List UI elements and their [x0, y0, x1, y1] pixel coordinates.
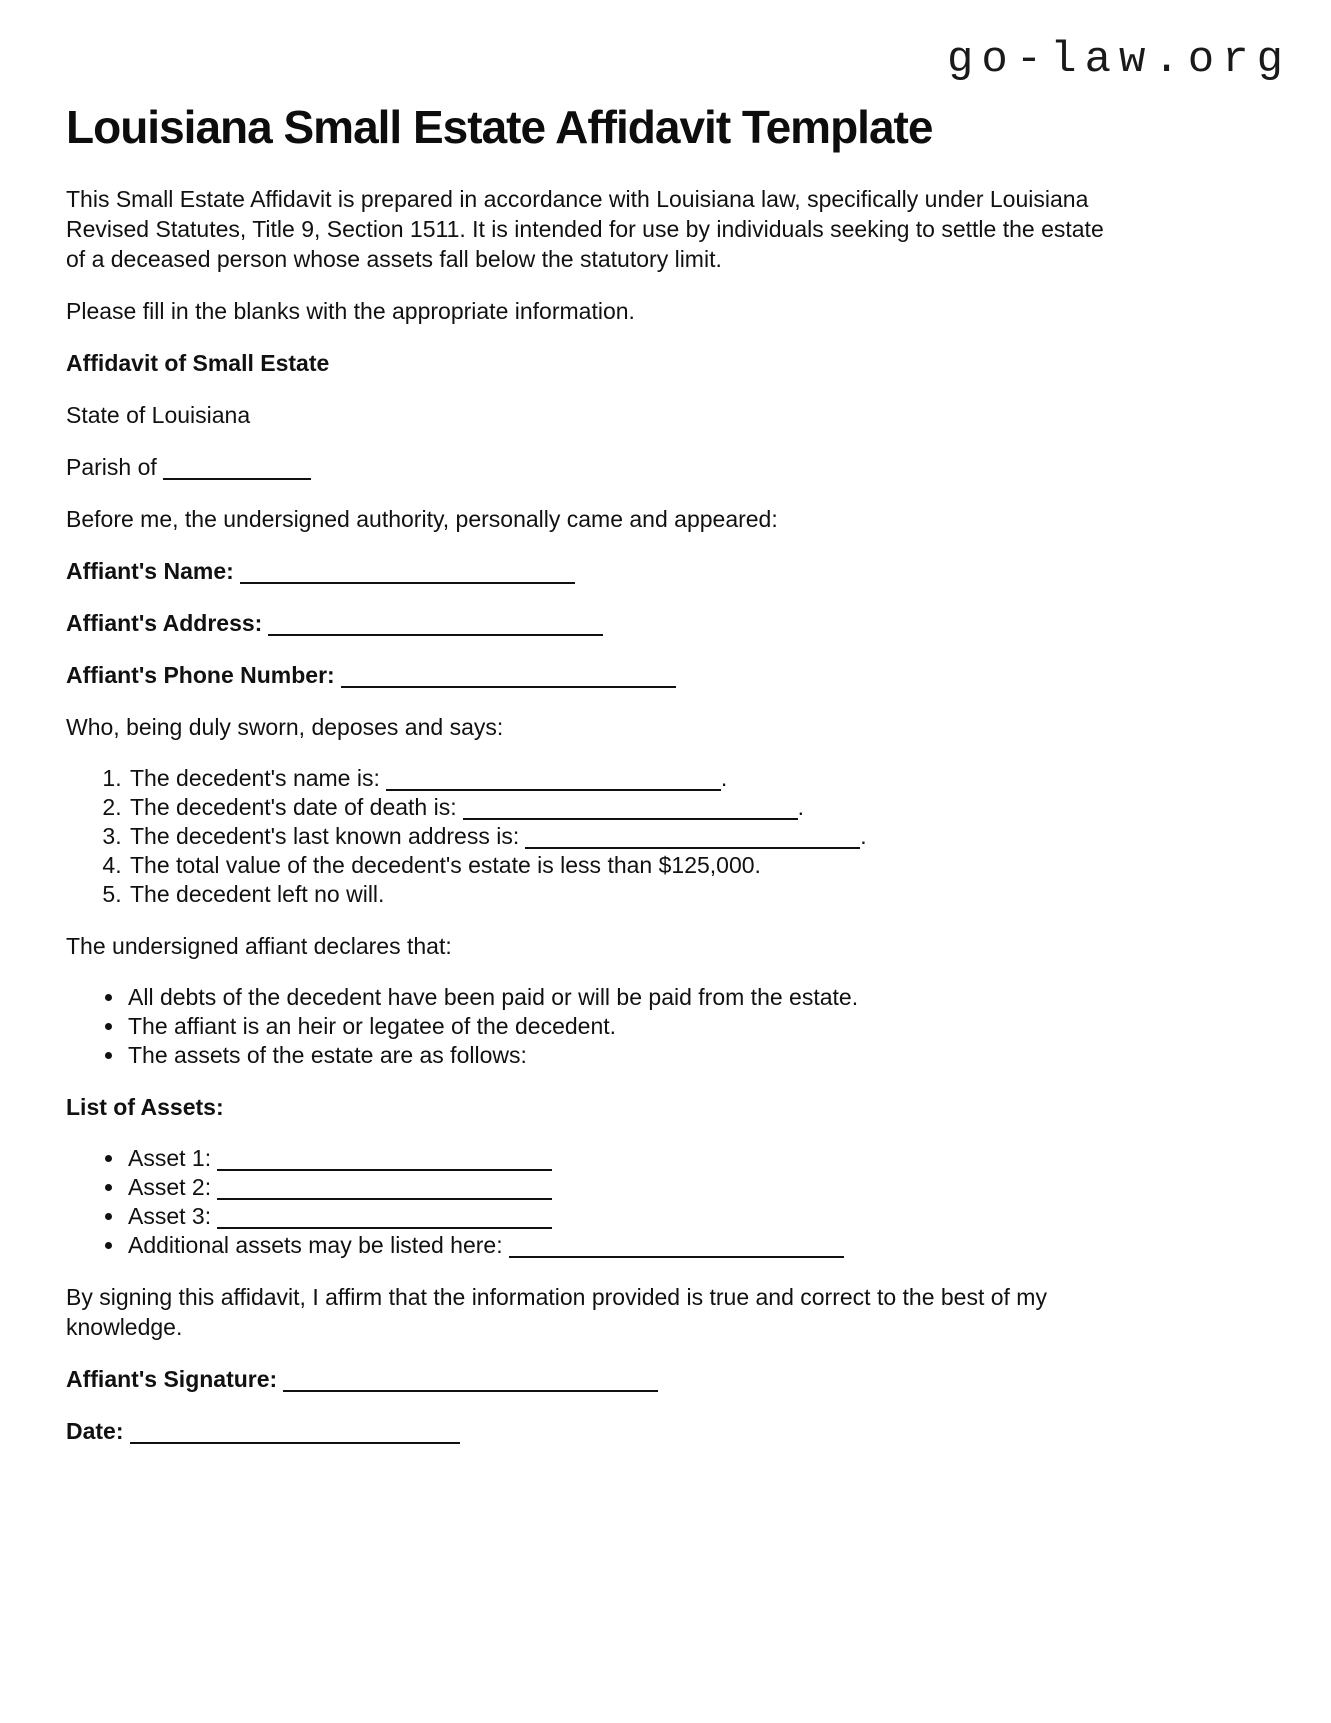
asset-item-2 — [126, 1173, 1176, 1202]
declare-line: The undersigned affiant declares that: — [66, 933, 452, 959]
sworn-item-2-label: The decedent's date of death is: — [130, 794, 457, 820]
signature-line — [66, 1364, 1116, 1394]
before-line: Before me, the undersigned authority, personally came and appeared: — [66, 506, 778, 532]
asset-1-label: Asset 1: — [128, 1145, 212, 1171]
sworn-item-1 — [128, 764, 1178, 793]
decedent-death-date-blank — [463, 796, 798, 820]
closing-paragraph: By signing this affidavit, I affirm that the information provided is true and correct to the best of my knowledge. — [66, 1284, 1047, 1340]
site-logo: go-law.org — [946, 35, 1291, 85]
declaration-item-2: • The affiant is an heir or legatee of the decedent. — [126, 1012, 1176, 1041]
signature-blank — [283, 1368, 658, 1392]
sworn-item-4: 4. The total value of the decedent's estate is less than $125,000. — [128, 851, 1178, 880]
affiant-phone-line — [66, 660, 1116, 690]
sworn-item-2-suffix: . — [797, 794, 805, 820]
sworn-item-3-suffix: . — [860, 823, 867, 849]
declaration-item-1: • All debts of the decedent have been paid or will be paid from the estate. — [126, 983, 1176, 1012]
assets-list — [66, 1144, 1176, 1260]
asset-2-blank — [217, 1176, 552, 1200]
sworn-list — [66, 764, 1178, 909]
affidavit-heading: Affidavit of Small Estate — [66, 350, 330, 376]
parish-blank — [163, 456, 311, 480]
declarations-list — [66, 983, 1176, 1070]
affiant-name-blank — [240, 560, 575, 584]
date-blank — [130, 1420, 460, 1444]
sworn-line: Who, being duly sworn, deposes and says: — [66, 714, 504, 740]
affiant-phone-blank — [341, 664, 676, 688]
asset-item-1 — [126, 1144, 1176, 1173]
affiant-phone-label: Affiant's Phone Number: — [66, 662, 335, 688]
asset-3-blank — [217, 1205, 552, 1229]
sworn-item-3 — [128, 822, 1178, 851]
parish-line — [66, 452, 1116, 482]
sworn-item-3-label: The decedent's last known address is: — [130, 823, 520, 849]
page-title: Louisiana Small Estate Affidavit Template — [66, 101, 933, 153]
additional-assets-label: Additional assets may be listed here: — [128, 1232, 503, 1258]
declaration-item-3: • The assets of the estate are as follows: — [126, 1041, 1176, 1070]
affiant-name-line — [66, 556, 1116, 586]
sworn-item-1-suffix: . — [720, 765, 728, 791]
decedent-name-blank — [386, 767, 721, 791]
signature-label: Affiant's Signature: — [66, 1366, 278, 1392]
asset-1-blank — [217, 1147, 552, 1171]
sworn-item-5: 5. The decedent left no will. — [128, 880, 1178, 909]
affiant-name-label: Affiant's Name: — [66, 558, 234, 584]
affiant-address-line — [66, 608, 1116, 638]
asset-2-label: Asset 2: — [128, 1174, 212, 1200]
assets-heading: List of Assets: — [66, 1094, 224, 1120]
sworn-item-1-label: The decedent's name is: — [130, 765, 380, 791]
parish-label: Parish of — [66, 454, 157, 480]
affiant-address-blank — [268, 612, 603, 636]
asset-3-label: Asset 3: — [128, 1203, 212, 1229]
decedent-address-blank — [525, 825, 860, 849]
sworn-item-2 — [128, 793, 1178, 822]
instruction-paragraph: Please fill in the blanks with the appropriate information. — [66, 298, 635, 324]
affiant-address-label: Affiant's Address: — [66, 610, 263, 636]
asset-item-additional — [126, 1231, 1176, 1260]
asset-item-3 — [126, 1202, 1176, 1231]
state-line: State of Louisiana — [66, 402, 251, 428]
date-label: Date: — [66, 1418, 124, 1444]
date-line — [66, 1416, 1116, 1446]
additional-assets-blank — [509, 1234, 844, 1258]
intro-paragraph: This Small Estate Affidavit is prepared in accordance with Louisiana law, specifically under Louisiana Revised Statutes, Title 9, Section 1511. It is intended for use by individuals seeking to settle the estate of a deceased person whose assets fall below the statutory limit. — [66, 186, 1104, 272]
